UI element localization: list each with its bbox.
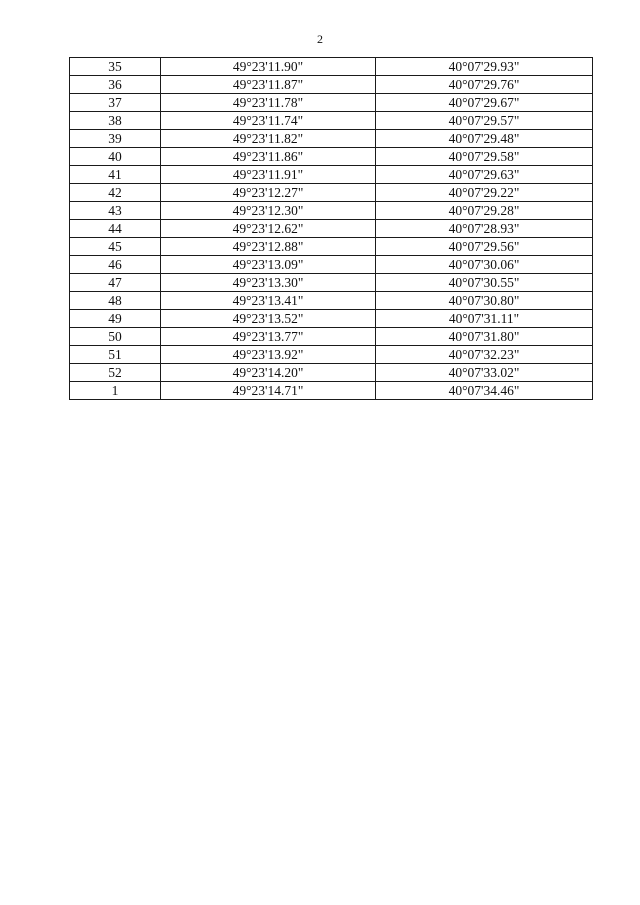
table-row (70, 202, 593, 220)
point-number-cell: 42 (70, 184, 161, 202)
point-number-cell: 49 (70, 310, 161, 328)
point-number-cell: 37 (70, 94, 161, 112)
longitude-cell: 40°07'30.55" (376, 274, 593, 292)
latitude-cell: 49°23'13.41" (161, 292, 376, 310)
latitude-cell: 49°23'11.78" (161, 94, 376, 112)
point-number-cell: 38 (70, 112, 161, 130)
longitude-cell: 40°07'29.57" (376, 112, 593, 130)
latitude-cell: 49°23'11.82" (161, 130, 376, 148)
longitude-cell: 40°07'29.67" (376, 94, 593, 112)
table-row (70, 58, 593, 76)
latitude-cell: 49°23'13.92" (161, 346, 376, 364)
table-row (70, 292, 593, 310)
latitude-cell: 49°23'14.20" (161, 364, 376, 382)
longitude-cell: 40°07'29.93" (376, 58, 593, 76)
point-number-cell: 52 (70, 364, 161, 382)
latitude-cell: 49°23'11.74" (161, 112, 376, 130)
point-number-cell: 36 (70, 76, 161, 94)
point-number-cell: 39 (70, 130, 161, 148)
latitude-cell: 49°23'14.71" (161, 382, 376, 400)
longitude-cell: 40°07'29.76" (376, 76, 593, 94)
longitude-cell: 40°07'32.23" (376, 346, 593, 364)
latitude-cell: 49°23'13.77" (161, 328, 376, 346)
table-row (70, 310, 593, 328)
longitude-cell: 40°07'30.06" (376, 256, 593, 274)
longitude-cell: 40°07'31.80" (376, 328, 593, 346)
latitude-cell: 49°23'13.52" (161, 310, 376, 328)
longitude-cell: 40°07'29.22" (376, 184, 593, 202)
table-row (70, 238, 593, 256)
table-row (70, 94, 593, 112)
table-row (70, 274, 593, 292)
longitude-cell: 40°07'29.28" (376, 202, 593, 220)
longitude-cell: 40°07'30.80" (376, 292, 593, 310)
table-row (70, 346, 593, 364)
table-row (70, 148, 593, 166)
coordinates-table-body (70, 58, 593, 400)
longitude-cell: 40°07'29.56" (376, 238, 593, 256)
table-row (70, 130, 593, 148)
table-row (70, 256, 593, 274)
point-number-cell: 48 (70, 292, 161, 310)
latitude-cell: 49°23'11.91" (161, 166, 376, 184)
point-number-cell: 44 (70, 220, 161, 238)
table-row (70, 382, 593, 400)
latitude-cell: 49°23'12.30" (161, 202, 376, 220)
point-number-cell: 40 (70, 148, 161, 166)
longitude-cell: 40°07'31.11" (376, 310, 593, 328)
table-row (70, 166, 593, 184)
longitude-cell: 40°07'34.46" (376, 382, 593, 400)
point-number-cell: 47 (70, 274, 161, 292)
table-row (70, 220, 593, 238)
longitude-cell: 40°07'33.02" (376, 364, 593, 382)
latitude-cell: 49°23'12.88" (161, 238, 376, 256)
latitude-cell: 49°23'11.86" (161, 148, 376, 166)
latitude-cell: 49°23'11.87" (161, 76, 376, 94)
longitude-cell: 40°07'28.93" (376, 220, 593, 238)
point-number-cell: 41 (70, 166, 161, 184)
table-row (70, 112, 593, 130)
point-number-cell: 43 (70, 202, 161, 220)
longitude-cell: 40°07'29.48" (376, 130, 593, 148)
longitude-cell: 40°07'29.58" (376, 148, 593, 166)
latitude-cell: 49°23'13.30" (161, 274, 376, 292)
point-number-cell: 45 (70, 238, 161, 256)
latitude-cell: 49°23'11.90" (161, 58, 376, 76)
point-number-cell: 51 (70, 346, 161, 364)
point-number-cell: 50 (70, 328, 161, 346)
point-number-cell: 46 (70, 256, 161, 274)
coordinates-table (69, 57, 593, 400)
table-row (70, 328, 593, 346)
table-row (70, 76, 593, 94)
point-number-cell: 35 (70, 58, 161, 76)
latitude-cell: 49°23'13.09" (161, 256, 376, 274)
table-row (70, 184, 593, 202)
longitude-cell: 40°07'29.63" (376, 166, 593, 184)
latitude-cell: 49°23'12.62" (161, 220, 376, 238)
point-number-cell: 1 (70, 382, 161, 400)
latitude-cell: 49°23'12.27" (161, 184, 376, 202)
table-row (70, 364, 593, 382)
page-number: 2 (317, 32, 323, 46)
